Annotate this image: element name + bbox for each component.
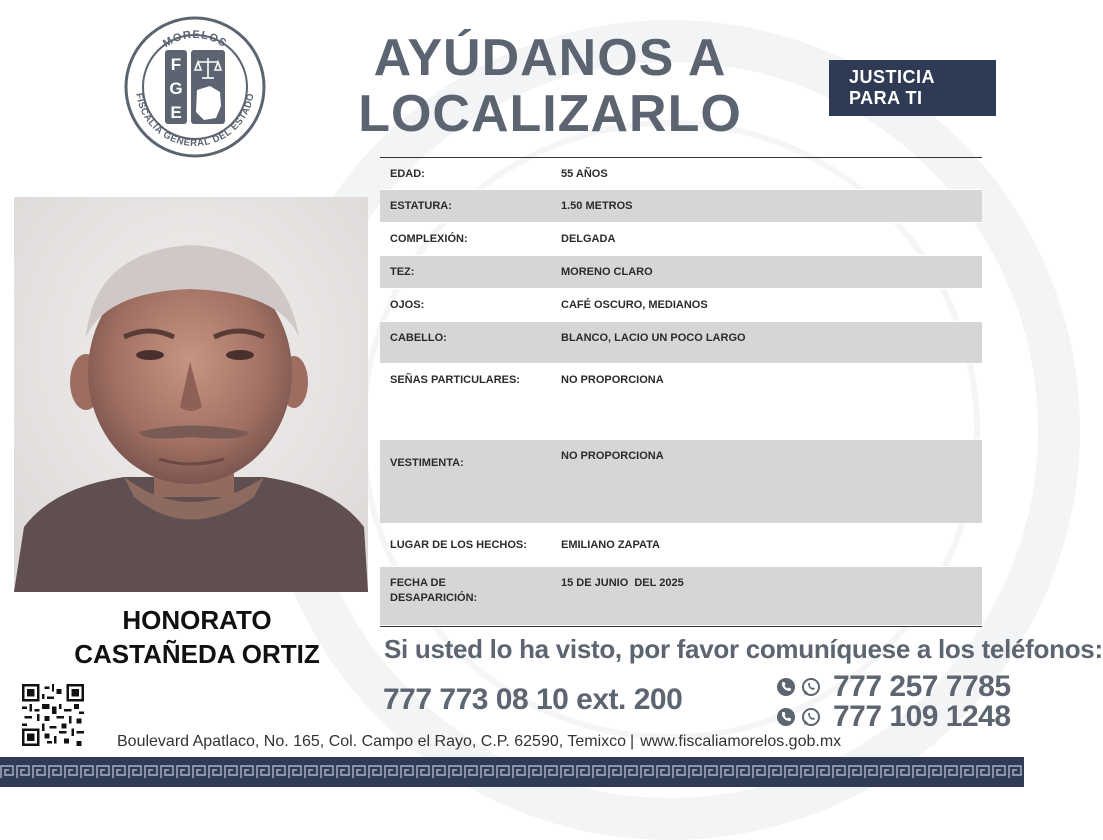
detail-label: OJOS: bbox=[390, 299, 425, 311]
detail-label: TEZ: bbox=[390, 266, 415, 278]
detail-label: EDAD: bbox=[390, 168, 425, 180]
person-name-line-1: HONORATO bbox=[122, 605, 272, 635]
detail-value: NO PROPORCIONA bbox=[561, 450, 664, 462]
detail-row-hair bbox=[380, 322, 982, 364]
qr-code[interactable] bbox=[22, 684, 84, 746]
footer-website-link[interactable]: www.fiscaliamorelos.gob.mx bbox=[640, 733, 842, 750]
title-line-2: LOCALIZARLO bbox=[358, 85, 742, 143]
phone-line-1[interactable] bbox=[776, 672, 1011, 702]
phone-line-2[interactable] bbox=[776, 702, 1011, 732]
page-title bbox=[330, 30, 770, 142]
footer-address-line bbox=[117, 733, 841, 751]
detail-label: VESTIMENTA: bbox=[390, 457, 464, 469]
logo-letter-e: E bbox=[170, 103, 182, 122]
person-name bbox=[14, 603, 380, 671]
detail-row-skin bbox=[380, 256, 982, 289]
detail-value: EMILIANO ZAPATA bbox=[561, 539, 660, 551]
contact-call-to-action: Si usted lo ha visto, por favor comuníquese a los teléfonos: bbox=[384, 634, 1103, 664]
whatsapp-icon bbox=[801, 677, 821, 697]
detail-value: 55 AÑOS bbox=[561, 168, 608, 180]
phone-number-1[interactable]: 777 257 7785 bbox=[833, 670, 1011, 703]
phone-icon bbox=[776, 707, 796, 727]
detail-label: COMPLEXIÓN: bbox=[390, 233, 468, 245]
detail-label: SEÑAS PARTICULARES: bbox=[390, 374, 520, 386]
justicia-badge bbox=[829, 60, 996, 116]
detail-row-eyes bbox=[380, 289, 982, 322]
title-line-1: AYÚDANOS A bbox=[373, 29, 727, 87]
badge-line-2: PARA TI bbox=[849, 88, 923, 108]
detail-value: NO PROPORCIONA bbox=[561, 374, 664, 386]
phone-number-2[interactable]: 777 109 1248 bbox=[833, 700, 1011, 733]
footer-address: Boulevard Apatlaco, No. 165, Col. Campo el Rayo, C.P. 62590, Temixco bbox=[117, 733, 627, 750]
detail-row-age bbox=[380, 158, 982, 190]
footer-band bbox=[0, 757, 1024, 787]
detail-label-line-2: DESAPARICIÓN: bbox=[390, 592, 478, 604]
detail-row-height bbox=[380, 190, 982, 223]
whatsapp-icon bbox=[801, 707, 821, 727]
state-map-icon bbox=[196, 86, 221, 120]
detail-label: LUGAR DE LOS HECHOS: bbox=[390, 539, 527, 551]
footer-separator: | bbox=[630, 733, 635, 750]
fge-logo bbox=[124, 16, 266, 158]
logo-ring-text: FISCALÍA GENERAL DEL ESTADO bbox=[133, 92, 257, 150]
detail-value: 1.50 METROS bbox=[561, 200, 633, 212]
detail-value: MORENO CLARO bbox=[561, 266, 653, 278]
main-phone-number[interactable]: 777 773 08 10 ext. 200 bbox=[383, 683, 683, 716]
detail-value: CAFÉ OSCURO, MEDIANOS bbox=[561, 299, 708, 311]
detail-value: DELGADA bbox=[561, 233, 616, 245]
logo-letter-g: G bbox=[169, 79, 183, 98]
detail-value: BLANCO, LACIO UN POCO LARGO bbox=[561, 332, 746, 344]
detail-label: ESTATURA: bbox=[390, 200, 452, 212]
details-table bbox=[380, 157, 982, 627]
detail-label bbox=[390, 576, 550, 606]
person-name-line-2: CASTAÑEDA ORTIZ bbox=[74, 639, 320, 669]
person-photo bbox=[14, 197, 368, 592]
badge-line-1: JUSTICIA bbox=[849, 67, 936, 87]
detail-row-clothing bbox=[380, 440, 982, 524]
detail-value: 15 DE JUNIO DEL 2025 bbox=[561, 577, 684, 589]
detail-row-date bbox=[380, 567, 982, 626]
detail-row-build bbox=[380, 223, 982, 256]
detail-row-location bbox=[380, 524, 982, 567]
logo-top-text: MORELOS bbox=[161, 28, 230, 51]
detail-label: CABELLO: bbox=[390, 332, 447, 344]
detail-label-line-1: FECHA DE bbox=[390, 577, 446, 589]
phone-icon bbox=[776, 677, 796, 697]
logo-letter-f: F bbox=[170, 55, 182, 74]
detail-row-marks bbox=[380, 364, 982, 440]
footer-pattern bbox=[0, 764, 1024, 780]
